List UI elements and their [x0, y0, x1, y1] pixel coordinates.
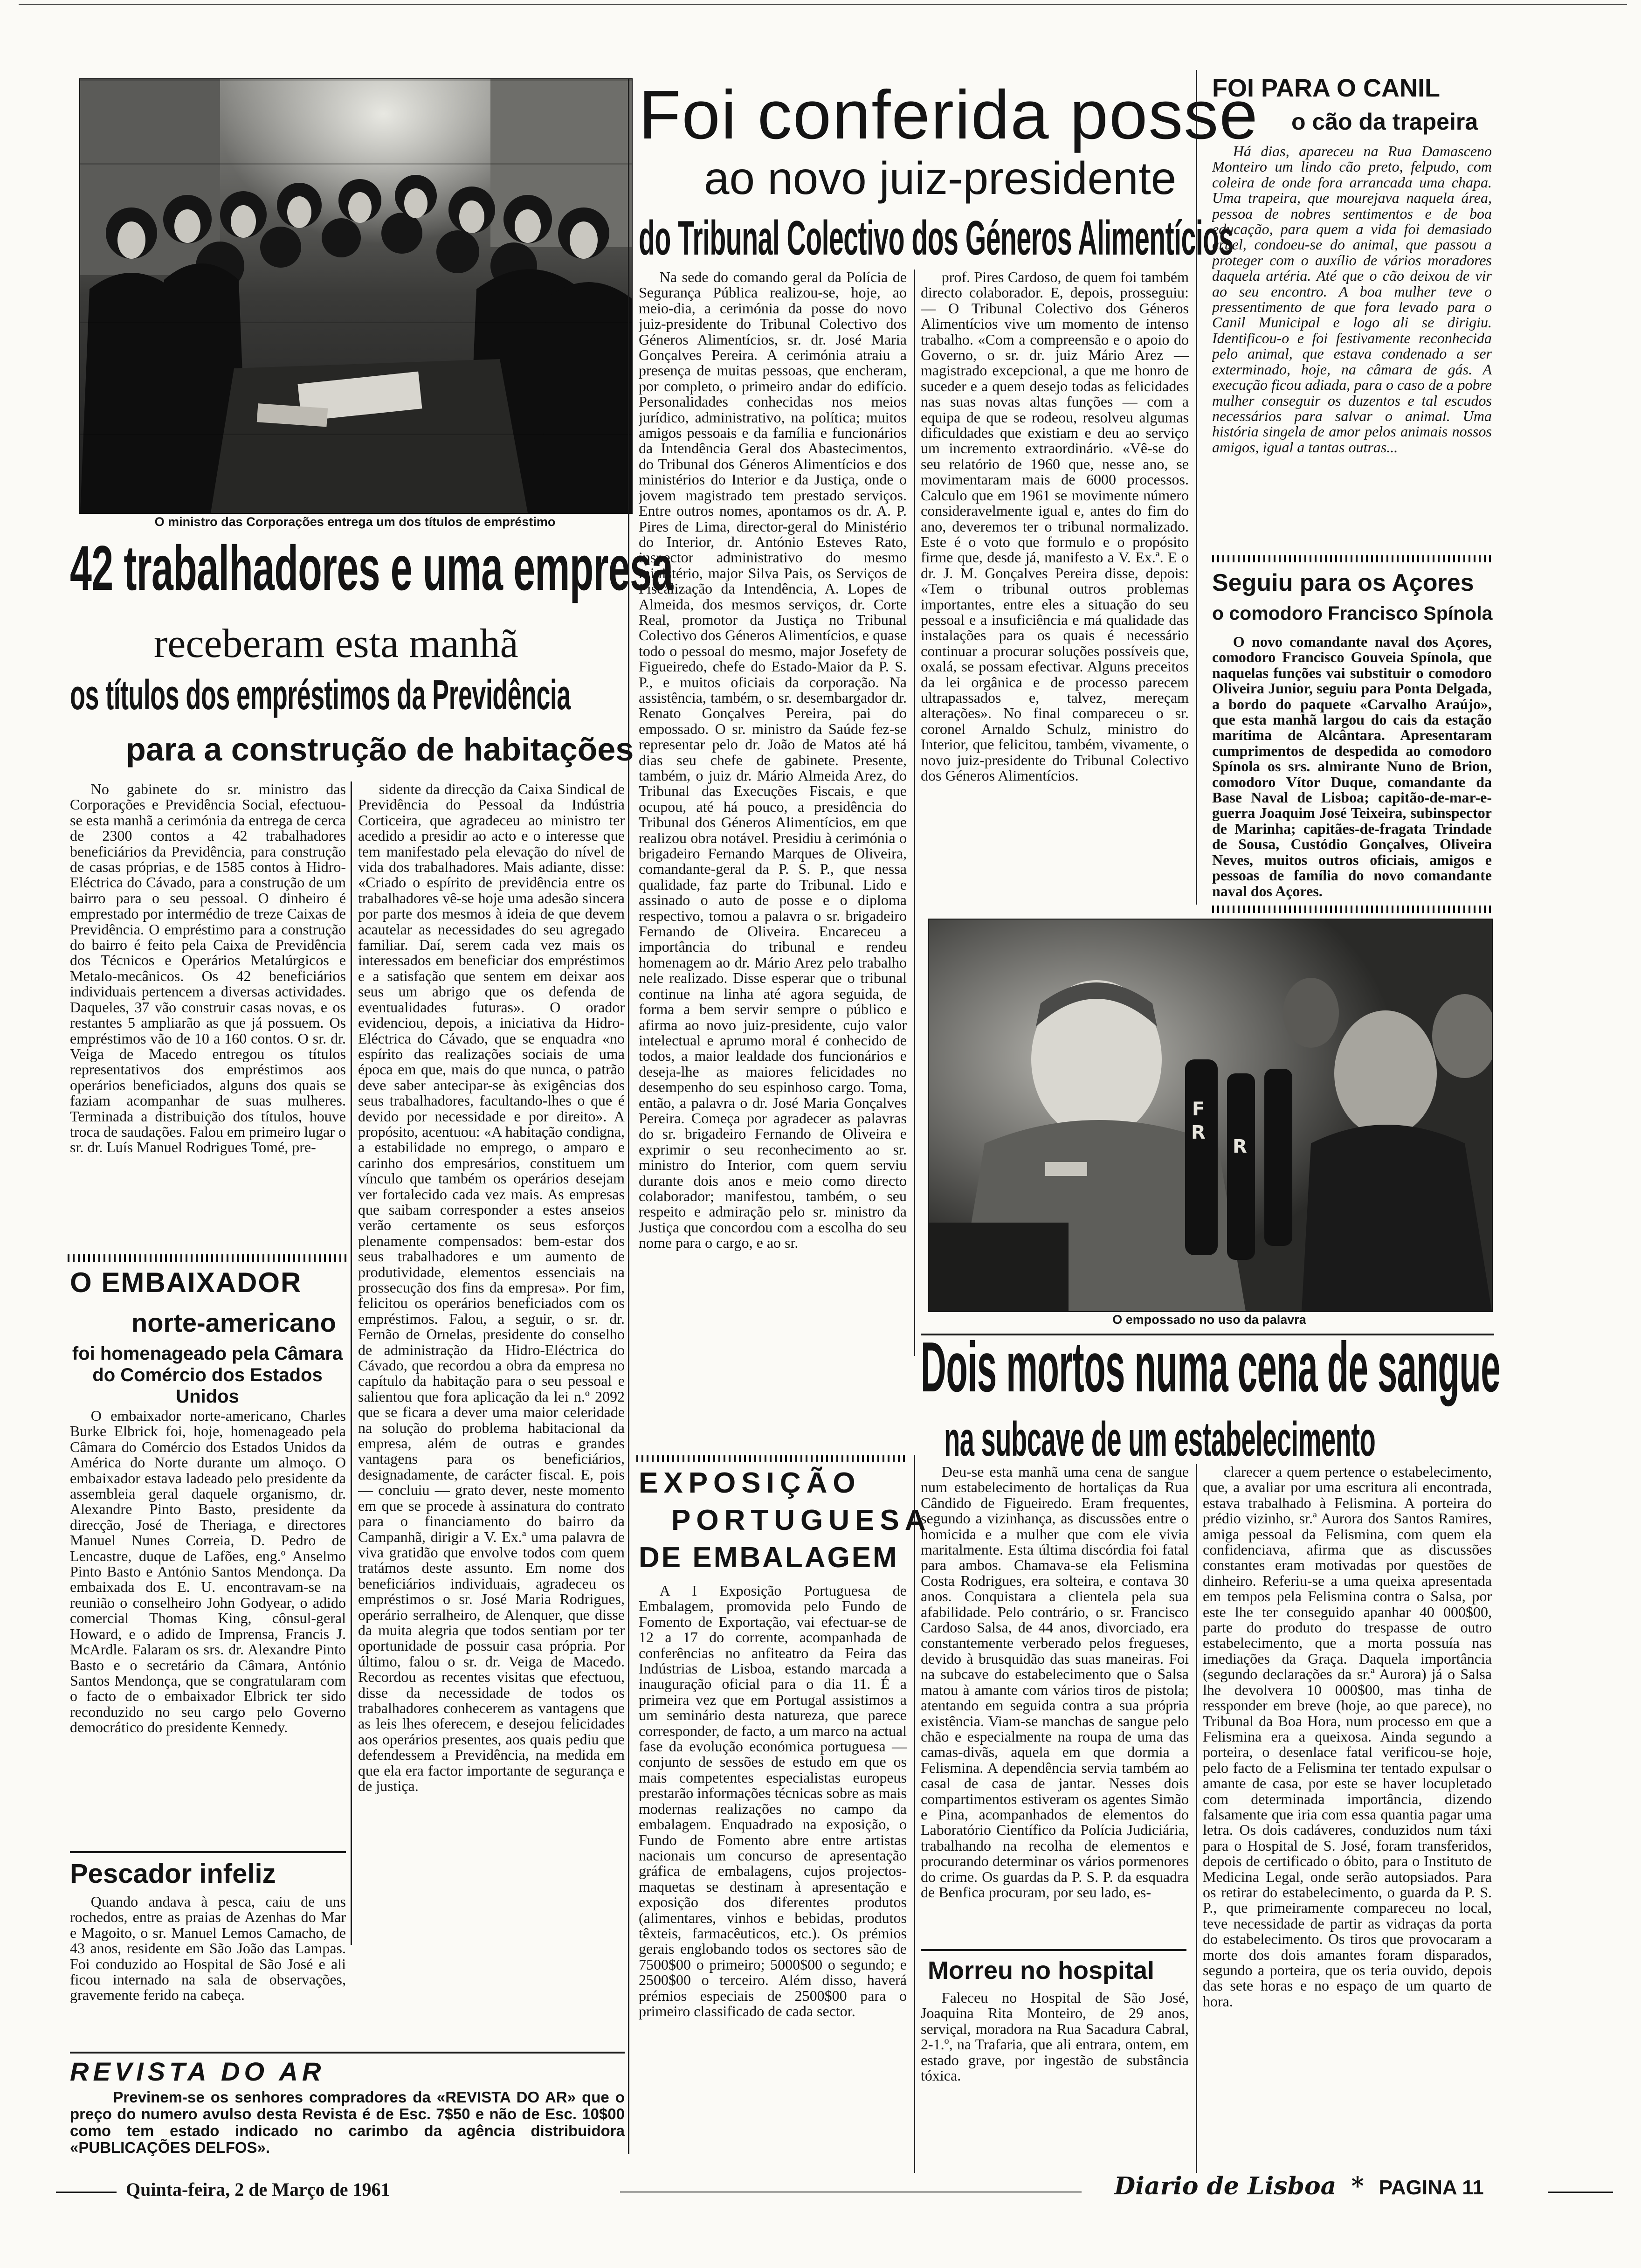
section-rule [70, 1851, 346, 1853]
expo-body-text: A I Exposição Portuguesa de Embalagem, promovida pelo Fundo de Fomento de Exportação, vai efectuar-se de 12 a 17 do corrente, acompanhada de conferências no anfiteatro da Feira das Indústrias de Lisboa, estando marcada a inauguração oficial para o dia 11. É a primeira vez que em Portugal assistimos a um seminário desta natureza, que parece corresponder, de facto, a um marco na actual fase da evolução económica portuguesa — conjunto de sessões de estudo em que os mais competentes especialistas europeus prestarão informações técnicas sobre as mais modernas realizações no campo da embalagem. Enquadrado na exposição, o Fundo de Fomento abre entre artistas nacionais um concurso de apresentação gráfica de embalagens, cujos projectos-maquetas se destinam à apresentação e exposição dos diferentes produtos (alimentares, vinhos e bebidas, produtos têxteis, farmacêuticos, etc.). Os prémios gerais englobando todos os sectores são de 7500$00 o primeiro; 5000$00 o segundo; e 2500$00 o terceiro. Além disso, haverá prémios especiais de 2500$00 para o primeiro classificado de cada sector. [639, 1583, 907, 2019]
hospital-body-text: Faleceu no Hospital de São José, Joaquina Rita Monteiro, de 29 anos, serviçal, moradora na Rua Sacadura Cabral, 2-1.º, na Trafaria, que ali entrara, ontem, em estado grave, por ingestão de substância tóxica. [921, 1990, 1189, 2084]
mic-letter: R [1191, 1122, 1206, 1143]
photo-speaker [928, 919, 1493, 1312]
workers-headline-3: os títulos dos empréstimos da Previdência [70, 672, 571, 719]
mortos-body-col-a [921, 1464, 1189, 1930]
dash-rule [1212, 555, 1492, 562]
posse-body-col-a-text: Na sede do comando geral da Polícia de Segurança Pública realizou-se, hoje, ao meio-dia, a cerimónia da posse do novo juiz-presidente do Tribunal Colectivo dos Géneros Alimentícios, sr. dr. José Maria Gonçalves Pereira. A cerimónia atraiu a presença de muitas pessoas, que encheram, por completo, o primeiro andar do edifício. Personalidades conhecidas nos meios jurídico, administrativo, na política; muitos amigos pessoais e da família e funcionários da Intendência Geral dos Abastecimentos, do Tribunal dos Géneros Alimentícios e dos ministérios do Interior e da Justiça, onde o jovem magistrado tem prestado serviços. Entre outros nomes, apontamos os dr. A. P. Pires de Lima, director-geral do Ministério do Interior, dr. António Esteves Rato, inspector administrativo do mesmo ministério, major Silva Pais, os Serviços de Fiscalização da Intendência, A. Lopes de Almeida, dos mesmos serviços, dr. Corte Real, promotor da Justiça no Tribunal Colectivo dos Géneros Alimentícios, e quase todo o pessoal do mesmo, major Josefety de Figueiredo, chefe do Estado-Maior da P. S. P., e muitos oficiais da corporação. Na assistência, também, o sr. desembargador dr. Renato Gonçalves Pereira, pai do empossado. O sr. ministro da Saúde fez-se representar pelo dr. João de Matos até há dias seu chefe de gabinete. Presente, também, o juiz dr. Mário Almeida Arez, do Tribunal das Execuções Fiscais, e que ocupou, até há pouco, a presidência do Tribunal dos Géneros Alimentícios, em que realizou obra notável. Presidiu à cerimónia o brigadeiro Fernando Marques de Oliveira, comandante-geral da P. S. P., que nessa qualidade, faz parte do Tribunal. Lido e assinado o auto de posse e o diploma respectivo, tomou a palavra o sr. brigadeiro Fernando de Oliveira. Encareceu a importância do tribunal e rendeu homenagem ao dr. Mário Arez pelo trabalho nele realizado. Disse esperar que o tribunal continue na linha até agora seguida, de forma a bem servir sempre o público e afirma ao novo juiz-presidente, cujo valor intelectual e aprumo moral é conhecido de todos, a maior lealdade dos funcionários e deseja-lhe as maiores felicidades no desempenho do seu espinhoso cargo. Toma, então, a palavra o dr. José Maria Gonçalves Pereira. Começa por agradecer as palavras do sr. brigadeiro Fernando de Oliveira e exprimir o seu reconhecimento ao sr. ministro do Interior, com quem serviu durante dois anos e meio como directo colaborador; manifestou, também, o seu respeito e admiração pelo sr. ministro da Justiça que concordou com a escolha do seu nome para o cargo, e ao sr. [639, 270, 907, 1252]
workers-body-col-a [70, 781, 346, 1252]
footer-date: Quinta-feira, 2 de Março de 1961 [126, 2179, 390, 2200]
mortos-headline-2: na subcave de um estabelecimento [944, 1412, 1376, 1466]
mortos-body-col-a-text: Deu-se esta manhã uma cena de sangue num estabelecimento de hortaliças da Rua Cândido de Figueiredo. Eram frequentes, segundo a vizinhança, as discussões entre o homicida e a mulher que com ele vivia maritalmente. Esta última discórdia foi fatal para ambos. Chamava-se ela Felismina Costa Rodrigues, era solteira, e contava 30 anos. Conquistara a clientela pela sua afabilidade. Pelo contrário, o sr. Francisco Cardoso Salsa, de 44 anos, divorciado, era constantemente verberado pelos fregueses, devido à brusquidão das suas maneiras. Foi na subcave do estabelecimento que o Salsa matou à amante com vários tiros de pistola; atentando em seguida contra a sua própria existência. Viam-se manchas de sangue pelo chão e especialmente na roupa de uma das camas-divãs, aquela em que dormia a Felismina. A dependência servia também ao casal de casa de jantar. Nesses dois compartimentos estiveram os agentes Simão e Pina, acompanhados de elementos do Laboratório Científico da Polícia Judiciária, trabalhando na recolha de elementos e procurando determinar os vários pormenores do crime. Os guardas da P. S. P. da esquadra de Benfica procuram, por seu lado, es- [921, 1464, 1189, 1901]
footer-masthead [1114, 2172, 1484, 2200]
expo-headline-2: PORTUGUESA [671, 1504, 931, 1536]
workers-body-col-a-text: No gabinete do sr. ministro das Corporações e Previdência Social, efectuou-se esta manhã a cerimónia da entrega de cerca de 2300 contos a 42 trabalhadores beneficiários da Previdência, para construção de casas próprias, e de 1585 contos à Hidro-Eléctrica do Cávado, para a construção de um bairro para o seu pessoal. O dinheiro é emprestado por intermédio de treze Caixas de Previdência. O empréstimo para a construção do bairro é feito pela Caixa de Previdência dos Técnicos e Operários Metalúrgicos e Metalo-mecânicos. Os 42 beneficiários individuais pertencem a diversas actividades. Daqueles, 37 vão construir casas novas, e os restantes 5 ampliarão as que já possuem. Os empréstimos vão de 10 a 160 contos. O sr. dr. Veiga de Macedo entregou os títulos representativos dos empréstimos aos operários beneficiados, alguns dos quais se faziam acompanhar de suas mulheres. Terminada a distribuição dos títulos, houve troca de saudações. Falou em primeiro lugar o sr. dr. Luís Manuel Rodrigues Tomé, pre- [70, 781, 346, 1156]
ambassador-headline-3: foi homenageado pela Câmara do Comércio dos Estados Unidos [72, 1343, 343, 1407]
workers-headline-2: receberam esta manhã [154, 621, 518, 666]
workers-body-col-b-text: sidente da direcção da Caixa Sindical de Previdência do Pessoal da Indústria Corticeira, que agradeceu ao ministro ter acedido a presidir ao acto e o interesse que tem manifestado pela elevação do nível de vida dos trabalhadores. Mais adiante, disse: «Criado o espírito de previdência entre os trabalhadores vê-se hoje uma adesão sincera por parte dos mesmos à ideia de que devem acautelar as necessidades do seu agregado familiar. Daí, serem cada vez mais os interessados em beneficiar dos empréstimos e a satisfação que sentem em deixar aos seus um abrigo que os defenda de eventualidades futuras». O orador evidenciou, depois, a iniciativa da Hidro-Eléctrica do Cávado, que se enquadra «no espírito das realizações sociais de uma época em que, mais do que nunca, o patrão deve saber antecipar-se às exigências dos seus trabalhadores, facultando-lhes o que é devido por necessidade e por direito». A propósito, acentuou: «A habitação condigna, a estabilidade no emprego, o amparo e carinho dos empresários, constituem um vínculo que também os operários desejam ver fortalecido cada vez mais. As empresas que saibam corresponder a estes anseios verão certamente os seus esforços plenamente compensados: bem-estar dos seus trabalhadores e um aumento de produtividade, elementos essenciais na prossecução dos fins da empresa». Por fim, felicitou os operários beneficiados com os empréstimos. Falou, a seguir, o sr. dr. Fernão de Ornelas, presidente do conselho de administração da Hidro-Eléctrica do Cávado, que recordou a obra da empresa no capítulo da habitação para o seu pessoal e salientou que fora aplicação da lei n.º 2092 que se ficara a dever uma maior celeridade na solução do problema habitacional da empresa, além de outras e grandes vantagens para os beneficiários, designadamente, de carácter fiscal. E, pois — concluiu — grato dever, neste momento em que se procede à assinatura do contrato para o financiamento do bairro da Campanhã, dirigir a V. Ex.ª uma palavra de viva gratidão que envolve todos com quem tratámos deste assunto. Em nome dos beneficiários individuais, agradeceu os empréstimos o sr. José Maria Rodrigues, operário serralheiro, de Alenquer, que disse da muita alegria que todos sentiam por ter oportunidade de possuir casa própria. Por último, falou o sr. dr. Veiga de Macedo. Recordou as recentes visitas que efectuou, disse da necessidade de todos os trabalhadores conhecerem as vantagens que as leis lhes oferecem, e desejou felicidades aos operários presentes, aos quais pediu que defendessem a Previdência, na medida em que ela era factor importante de segurança e de justiça. [358, 781, 625, 1794]
posse-body-col-a [639, 270, 907, 1356]
acores-body [1212, 634, 1492, 900]
canil-body-text: Há dias, apareceu na Rua Damasceno Monteiro um lindo cão preto, felpudo, com coleira de onde fora arrancada uma chapa. Uma trapeira, que mourejava naquela área, pessoa de nobres sentimentos e de boa educação, para quem a vida foi demasiado cruel, condoeu-se do animal, que passou a proteger com o auxílio de vários moradores daquela artéria. Até que o cão deixou de vir ao seu encontro. A boa mulher teve o pressentimento de que fora levado para o Canil Municipal e logo ali se dirigiu. Identificou-o e foi festivamente reconhecida pelo animal, que estava condenado a ser exterminado, hoje, na câmara de gás. A execução ficou adiada, para o caso de a pobre mulher conseguir os duzentos e tal escudos necessários para salvar o animal. Uma história singela de amor pelos animais nossos amigos, igual a tantas outras... [1212, 144, 1492, 456]
expo-headline-3: DE EMBALAGEM [639, 1542, 899, 1574]
hospital-body [921, 1990, 1189, 2135]
workers-headline-1: 42 trabalhadores e uma empresa [70, 532, 673, 603]
ambassador-body-text: O embaixador norte-americano, Charles Burke Elbrick foi, hoje, homenageado pela Câmara do Comércio dos Estados Unidos da América do Norte durante um almoço. O embaixador estava ladeado pelo presidente da assembleia geral daquele organismo, dr. Alexandre Pinto Basto, presidente da direcção, José de Theriaga, e directores Manuel Nunes Correia, D. Pedro de Lencastre, duque de Lafões, eng.º Anselmo Pinto Basto e António Santos Mendonça. Da embaixada dos E. U. encontravam-se na reunião o conselheiro John Godyear, o adido comercial Thomas King, cônsul-geral Howard, e o adido de Imprensa, Francis J. McArdle. Falaram os srs. dr. Alexandre Pinto Basto e o secretário da Câmara, António Santos Mendonça, que se congratularam com o facto de o embaixador Elbrick ter sido reconduzido no seu cargo pelo Governo democrático do presidente Kennedy. [70, 1408, 346, 1736]
posse-body-col-b-text: prof. Pires Cardoso, de quem foi também directo colaborador. E, depois, prosseguiu: — O Tribunal Colectivo dos Géneros Alimentícios vive um momento de intenso trabalho. «Com a compreensão e o apoio do Governo, o sr. dr. juiz Mário Arez — magistrado excepcional, a que me honro de suceder e a quem desejo todas as felicidades nas suas novas altas funções — com a equipa de que se rodeou, resolveu algumas dificuldades que existiam e deu ao serviço um incremento extraordinário. «Vê-se do seu relatório de 1960 que, nesse ano, se movimentaram mais de 6000 processos. Calculo que em 1961 se movimente número consideravelmente igual e, antes do fim do ano, deveremos ter o tribunal normalizado. Este é o voto que formulo e o propósito firme que, desde já, manifesto a V. Ex.ª. E o dr. J. M. Gonçalves Pereira disse, depois: «Tem o tribunal outros problemas importantes, entre eles a situação do seu pessoal e a insuficiência e má qualidade das instalações para os quais é necessário continuar a procurar soluções possíveis que, oxalá, se possam efectivar. Alguns preceitos da lei orgânica e de processo parecem ultrapassados e, talvez, mereçam alterações». No final compareceu o sr. coronel Arnaldo Schulz, ministro do Interior, que felicitou, também, vivamente, o novo juiz-presidente do Tribunal Colectivo dos Géneros Alimentícios. [921, 270, 1189, 784]
fisherman-body-text: Quando andava à pesca, caiu de uns rochedos, entre as praias de Azenhas do Mar e Magoito, o sr. Manuel Lemos Camacho, de 43 anos, residente em São João das Lampas. Foi conduzido ao Hospital de São José e ali ficou internado na sala de observações, gravemente ferido na cabeça. [70, 1894, 346, 2004]
photo-speaker-caption: O empossado no uso da palavra [1112, 1313, 1306, 1327]
footer-star: * [1351, 2172, 1364, 2200]
mic-letter: F [1192, 1099, 1205, 1120]
column-divider [351, 781, 352, 1945]
dash-rule [636, 1455, 907, 1462]
acores-body-text: O novo comandante naval dos Açores, comodoro Francisco Gouveia Spínola, que naquelas funções vai substituir o comodoro Oliveira Junior, seguiu para Ponta Delgada, a bordo do paquete «Carvalho Araújo», que esta manhã largou do cais da estação marítima de Alcântara. Apresentaram cumprimentos de despedida ao comodoro Spínola os srs. almirante Nuno de Brion, comodoro Vítor Duque, comandante da Base Naval de Lisboa; capitão-de-mar-e-guerra Joaquim José Teixeira, subinspector de Marinha; capitães-de-fragata Trindade de Sousa, Custódio Gonçalves, Oliveira Neves, muitos outros oficiais, amigos e pessoas de família do novo comandante naval dos Açores. [1212, 634, 1492, 899]
workers-headline-4: para a construção de habitações [126, 731, 634, 768]
posse-headline-2: ao novo juiz-presidente [704, 152, 1177, 204]
photo-minister-ceremony-image [80, 79, 632, 513]
revista-body-text: Previnem-se os senhores compradores da «REVISTA DO AR» que o preço do numero avulso desta Revista é de Esc. 7$50 e não de Esc. 10$00 como tem estado indicado no carimbo da agência distribuidora «PUBLICAÇÕES DELFOS». [70, 2089, 625, 2156]
mortos-headline-1: Dois mortos numa cena de sangue [921, 1328, 1501, 1407]
mic-letter: R [1233, 1136, 1247, 1157]
acores-headline-2: o comodoro Francisco Spínola [1212, 602, 1493, 624]
expo-body [639, 1583, 907, 2171]
hospital-headline: Morreu no hospital [928, 1957, 1154, 1984]
fisherman-body [70, 1894, 346, 2034]
footer-brand: Diario de Lisboa [1114, 2172, 1337, 2200]
photo-minister-ceremony [79, 78, 633, 514]
canil-body [1212, 144, 1492, 545]
expo-headline-1: EXPOSIÇÃO [639, 1467, 861, 1499]
footer-page-number: PAGINA 11 [1379, 2176, 1484, 2199]
revista-headline: REVISTA DO AR [70, 2057, 325, 2086]
column-divider [628, 79, 629, 2154]
workers-body-col-b [358, 781, 625, 1957]
posse-body-col-b [921, 270, 1189, 899]
ambassador-headline-1: O EMBAIXADOR [70, 1267, 302, 1298]
dash-rule [68, 1254, 347, 1262]
column-divider [1196, 1464, 1197, 2173]
fisherman-headline: Pescador infeliz [70, 1859, 276, 1889]
canil-headline-2: o cão da trapeira [1291, 109, 1478, 135]
footer-rule [1548, 2192, 1613, 2193]
acores-headline-1: Seguiu para os Açores [1212, 569, 1474, 596]
revista-body [70, 2089, 625, 2159]
column-divider [1196, 70, 1197, 905]
mortos-body-col-b [1203, 1464, 1492, 2145]
section-rule [70, 2052, 625, 2054]
mortos-body-col-b-text: clarecer a quem pertence o estabelecimento, que, a avaliar por uma escritura ali encontrada, estava trabalhado à Felismina. A porteira do prédio vizinho, sr.ª Aurora dos Santos Ramires, amiga pessoal da Felismina, com quem ela confidenciava, afirma que as discussões constantes eram motivadas por questões de dinheiro. Referiu-se a uma queixa apresentada em tempos pela Felismina contra o Salsa, por este lhe ter conseguido apanhar 40 000$00, parte do produto do trespasse de outro estabelecimento, que a morta possuía nas imediações da Graça. Daquela importância (segundo declarações da sr.ª Aurora) já o Salsa lhe devolvera 10 000$00, mas tinha de ressponder em breve (hoje, ao que parece), no Tribunal da Boa Hora, num processo em que a Felismina era a queixosa. Ainda segundo a porteira, o desenlace fatal verificou-se hoje, pelo facto de a Felismina ter tentado expulsar o amante de casa, por este se haver locupletado com determinada importância, dizendo falsamente que iria com essa quantia pagar uma letra. Os dois cadáveres, conduzidos num táxi para o Hospital de S. José, foram transferidos, depois de certificado o óbito, para o Instituto de Medicina Legal, onde serão autopsiados. Para os retirar do estabelecimento, o guarda da P. S. P., que primeiramente compareceu no local, teve necessidade de partir as vidraças da porta do estabelecimento. Os tiros que provocaram a morte dos dois amantes foram disparados, segundo a porteira, que os teria ouvido, depois das sete horas e no espaço de um quarto de hora. [1203, 1464, 1492, 2010]
photo-minister-caption: O ministro das Corporações entrega um dos títulos de empréstimo [154, 515, 556, 529]
section-rule [921, 1949, 1186, 1951]
footer-rule [56, 2192, 117, 2193]
top-border [19, 4, 1627, 5]
column-divider [914, 1455, 915, 2173]
posse-headline-3: do Tribunal Colectivo dos Géneros Alimentícios [639, 211, 1234, 265]
column-divider [914, 270, 915, 1356]
canil-headline-1: FOI PARA O CANIL [1212, 74, 1440, 102]
posse-headline-1: Foi conferida posse [639, 76, 1259, 153]
photo-speaker-image [929, 920, 1492, 1311]
dash-rule [1212, 906, 1492, 913]
ambassador-body [70, 1408, 346, 1828]
ambassador-headline-2: norte-americano [131, 1308, 336, 1337]
